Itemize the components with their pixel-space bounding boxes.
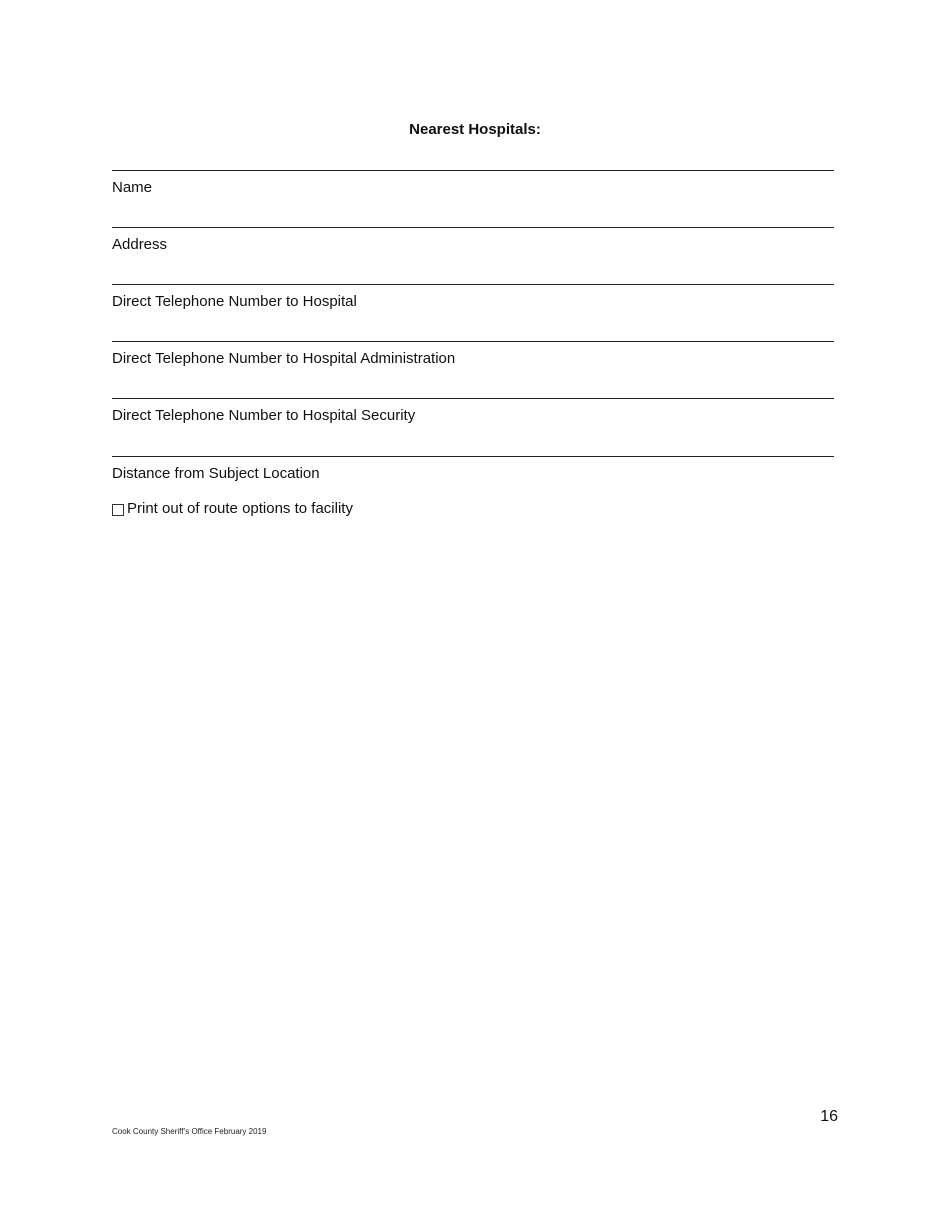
footer-text: Cook County Sheriff’s Office February 2019	[112, 1127, 267, 1136]
fill-in-line[interactable]	[112, 227, 834, 228]
fill-in-line[interactable]	[112, 170, 834, 171]
name-field[interactable]	[112, 170, 834, 197]
route-printout-checkbox-row[interactable]	[112, 500, 353, 518]
field-label: Name	[112, 179, 153, 196]
checkbox-label: Print out of route options to facility	[127, 500, 353, 517]
fill-in-line[interactable]	[112, 284, 834, 285]
hospital-phone-field[interactable]	[112, 284, 834, 311]
field-label: Direct Telephone Number to Hospital Administration	[112, 350, 456, 367]
fill-in-line[interactable]	[112, 456, 834, 457]
administration-phone-field[interactable]	[112, 341, 834, 368]
field-label: Direct Telephone Number to Hospital Security	[112, 407, 416, 424]
address-field[interactable]	[112, 227, 834, 254]
page-number: 16	[820, 1108, 838, 1125]
fill-in-line[interactable]	[112, 341, 834, 342]
security-phone-field[interactable]	[112, 398, 834, 425]
page-title: Nearest Hospitals:	[409, 121, 541, 138]
distance-field[interactable]	[112, 456, 834, 483]
field-label: Distance from Subject Location	[112, 465, 320, 482]
checkbox-icon[interactable]	[112, 504, 124, 516]
field-label: Address	[112, 236, 168, 253]
fill-in-line[interactable]	[112, 398, 834, 399]
field-label: Direct Telephone Number to Hospital	[112, 293, 357, 310]
